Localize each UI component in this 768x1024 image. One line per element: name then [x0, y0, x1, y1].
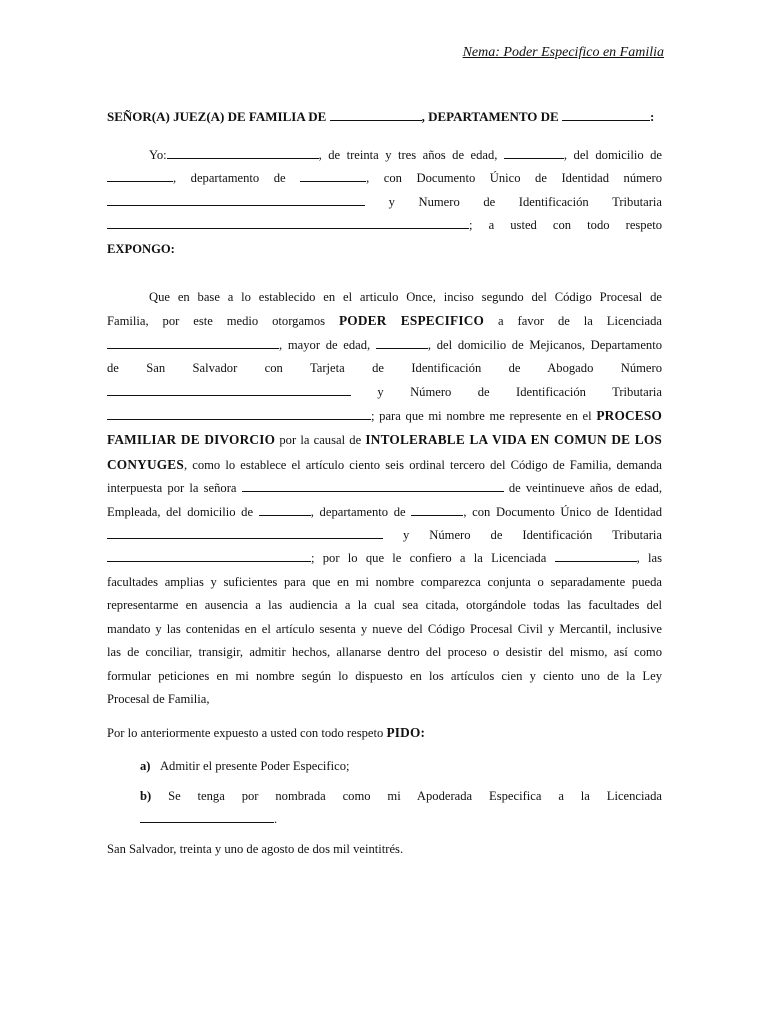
text-line: de San Salvador con Tarjeta de Identificación de Abogado Número	[107, 361, 662, 376]
text-line: mandato y las contenidas en el artículo sesenta y nueve del Código Procesal Civil y Mercantil, inclusive	[107, 621, 662, 636]
text-line: Yo: , de treinta y tres años de edad, , del domicilio de	[149, 148, 662, 162]
text-line: y Numero de Identificación Tributaria	[107, 191, 662, 214]
text-line: y Número de Identificación Tributaria	[107, 381, 662, 404]
blank-field	[562, 109, 650, 121]
closing-date: San Salvador, treinta y uno de agosto de dos mil veintitrés.	[107, 842, 404, 856]
text-line: , departamento de , con Documento Único de Identidad número	[107, 167, 662, 190]
text-line: Familia, por este medio otorgamos PODER ESPECIFICO a favor de la Licenciada	[107, 313, 663, 329]
text-line: facultades amplias y suficientes para que en mi nombre comparezca conjunta o separadamente pueda	[107, 574, 662, 589]
address-part-3: :	[649, 109, 655, 124]
expongo-label: EXPONGO:	[107, 241, 175, 256]
paragraph-identity	[107, 144, 662, 261]
text-line: representarme en ausencia a las audiencia a la cual sea citada, otorgándole todas las facultades del	[107, 598, 662, 613]
text-line: formular peticiones en mi nombre según lo dispuesto en los artículos cien y ciento uno de la Ley	[107, 668, 662, 683]
text-line: ; a usted con todo respeto	[107, 214, 662, 237]
text-line: FAMILIAR DE DIVORCIO por la causal de INTOLERABLE LA VIDA EN COMUN DE LOS	[107, 432, 662, 448]
text-line: CONYUGES, como lo establece el artículo ciento seis ordinal tercero del Código de Familia, demanda	[107, 456, 662, 472]
text-line: ; para que mi nombre me represente en el PROCESO	[107, 404, 662, 428]
address-part-2: , DEPARTAMENTO DE	[421, 109, 559, 124]
text-line: , mayor de edad, , del domicilio de Mejicanos, Departamento	[107, 334, 662, 357]
text-line: las de conciliar, transigir, admitir hechos, allanarse dentro del proceso o desistir del mismo, así como	[107, 645, 662, 660]
text-line: Que en base a lo establecido en el articulo Once, inciso segundo del Código Procesal de	[149, 290, 662, 304]
address-part-1: SEÑOR(A) JUEZ(A) DE FAMILIA DE	[107, 109, 327, 124]
text-line: y Número de Identificación Tributaria	[107, 524, 662, 547]
request-item-a: a) Admitir el presente Poder Especifico;	[140, 759, 350, 773]
blank-field	[330, 109, 422, 121]
request-intro: Por lo anteriormente expuesto a usted con todo respeto PIDO:	[107, 725, 426, 740]
text-line: ; por lo que le confiero a la Licenciada , las	[107, 547, 662, 570]
document-note: Nema: Poder Especifico en Familia	[462, 45, 664, 60]
court-address	[107, 109, 663, 125]
paragraph-power	[107, 286, 662, 711]
text-line: interpuesta por la señora de veintinueve años de edad,	[107, 481, 663, 496]
request-item-b: b) Se tenga por nombrada como mi Apoderada Especifica a la Licenciada .	[140, 789, 662, 827]
text-line: Empleada, del domicilio de , departamento de , con Documento Único de Identidad	[107, 504, 662, 519]
text-line: Procesal de Familia,	[107, 691, 210, 706]
